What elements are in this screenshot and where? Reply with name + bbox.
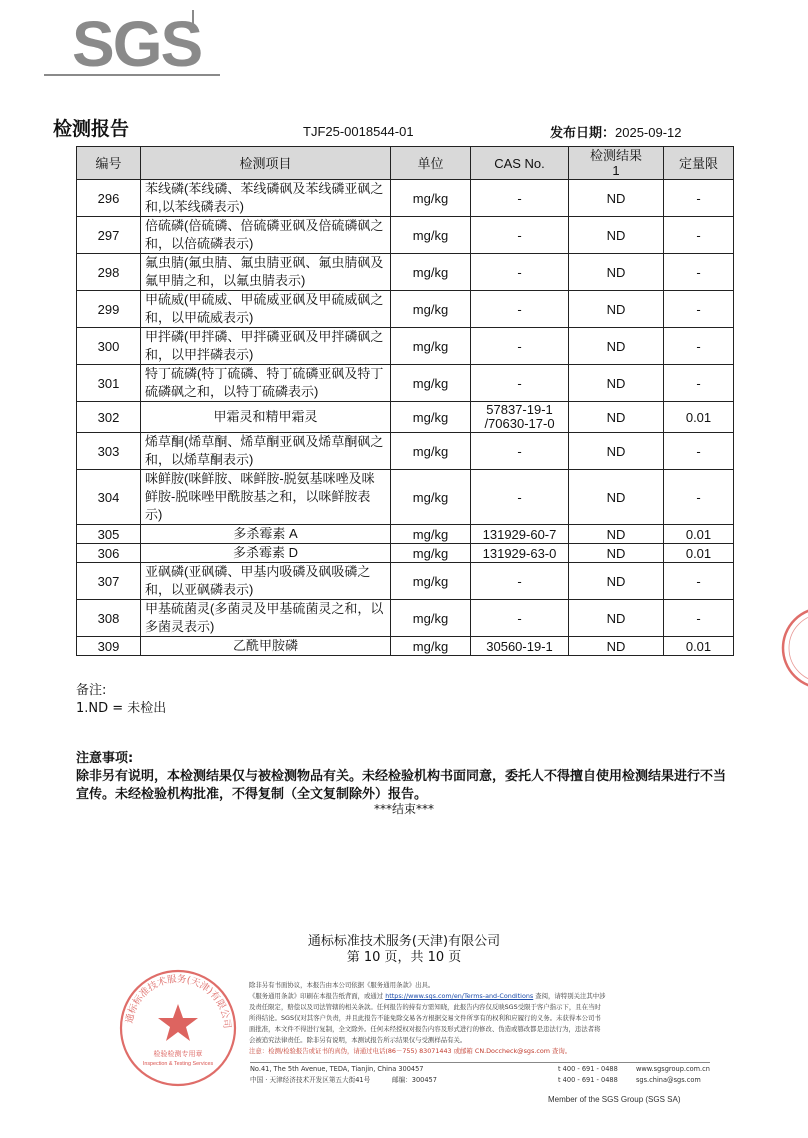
loq-cell: - — [664, 328, 734, 365]
phone-2: t 400 - 691 - 0488 — [558, 1076, 618, 1084]
result-cell: ND — [569, 180, 664, 217]
row-number-cell: 307 — [77, 563, 141, 600]
row-number-cell: 303 — [77, 433, 141, 470]
test-item-cell: 咪鲜胺(咪鲜胺、咪鲜胺-脱氨基咪唑及咪鲜胺-脱咪唑甲酰胺基之和，以咪鲜胺表示) — [141, 470, 391, 525]
result-cell: ND — [569, 291, 664, 328]
result-cell: ND — [569, 563, 664, 600]
cas-number-cell: - — [471, 180, 569, 217]
result-cell: ND — [569, 254, 664, 291]
notice-body: 除非另有说明，本检测结果仅与被检测物品有关。未经检验机构书面同意，委托人不得擅自使用检测结果进行不当宣传。未经检验机构批准，不得复制（全文复制除外）报告。 — [76, 769, 727, 802]
unit-cell: mg/kg — [391, 470, 471, 525]
result-cell: ND — [569, 600, 664, 637]
verification-notice: 注意：检测/检验报告或证书的真伪，请通过电话(86－755) 83071443 或邮箱 CN.Doccheck@sgs.com 查询。 — [249, 1047, 572, 1055]
legal-text — [249, 980, 709, 1057]
row-number-cell: 305 — [77, 525, 141, 544]
results-table — [76, 146, 734, 656]
notes — [76, 682, 166, 718]
postcode: 邮编：300457 — [392, 1076, 437, 1084]
row-number-cell: 300 — [77, 328, 141, 365]
table-row — [77, 637, 734, 656]
result-cell: ND — [569, 328, 664, 365]
page-title: 检测报告 — [53, 118, 130, 140]
page-count: 第 10 页，共 10 页 — [346, 950, 462, 965]
cas-number-cell: - — [471, 328, 569, 365]
cas-number-cell: - — [471, 563, 569, 600]
email: sgs.china@sgs.com — [636, 1076, 701, 1084]
cas-number-cell: - — [471, 365, 569, 402]
cas-number-cell: - — [471, 470, 569, 525]
cas-number-cell: - — [471, 291, 569, 328]
unit-cell: mg/kg — [391, 365, 471, 402]
column-header: 定量限 — [664, 147, 734, 180]
cas-number-cell: - — [471, 433, 569, 470]
company-name: 通标标准技术服务(天津)有限公司 — [307, 934, 501, 949]
test-item-cell: 多杀霉素 A — [141, 525, 391, 544]
phone-1: t 400 - 691 - 0488 — [558, 1065, 618, 1073]
unit-cell: mg/kg — [391, 180, 471, 217]
footer-divider — [250, 1062, 710, 1063]
row-number-cell: 308 — [77, 600, 141, 637]
result-cell: ND — [569, 217, 664, 254]
test-item-cell: 乙酰甲胺磷 — [141, 637, 391, 656]
stamp-cn: 检验检测专用章 — [153, 1050, 203, 1058]
row-number-cell: 299 — [77, 291, 141, 328]
end-mark: ***结束*** — [373, 802, 434, 816]
test-item-cell: 烯草酮(烯草酮、烯草酮亚砜及烯草酮砜之和，以烯草酮表示) — [141, 433, 391, 470]
legal-text-a: 《服务通用条款》印刷在本报告纸背面，或通过 — [249, 992, 386, 1000]
issue-date-label: 发布日期： — [550, 126, 616, 141]
test-item-cell: 亚砜磷(亚砜磷、甲基内吸磷及砜吸磷之和，以亚砜磷表示) — [141, 563, 391, 600]
row-number-cell: 296 — [77, 180, 141, 217]
loq-cell: - — [664, 470, 734, 525]
unit-cell: mg/kg — [391, 433, 471, 470]
unit-cell: mg/kg — [391, 525, 471, 544]
unit-cell: mg/kg — [391, 217, 471, 254]
official-stamp — [118, 968, 238, 1088]
loq-cell: 0.01 — [664, 525, 734, 544]
loq-cell: - — [664, 291, 734, 328]
column-header: 检测结果 1 — [569, 147, 664, 180]
row-number-cell: 309 — [77, 637, 141, 656]
notes-label: 备注: — [76, 683, 107, 698]
loq-cell: - — [664, 433, 734, 470]
row-number-cell: 297 — [77, 217, 141, 254]
cas-number-cell: - — [471, 600, 569, 637]
test-item-cell: 倍硫磷(倍硫磷、倍硫磷亚砜及倍硫磷砜之和，以倍硫磷表示) — [141, 217, 391, 254]
legal-line: 除非另有书面协议，本报告由本公司依据《服务通用条款》出具。 — [249, 981, 435, 989]
legal-text-b: 查阅，请特别关注其中涉 — [533, 992, 606, 1000]
terms-link[interactable]: https://www.sgs.com/en/Terms-and-Conditions — [385, 992, 534, 1000]
table-row — [77, 217, 734, 254]
column-header: 检测项目 — [141, 147, 391, 180]
cas-number-cell: 30560-19-1 — [471, 637, 569, 656]
unit-cell: mg/kg — [391, 637, 471, 656]
legal-line: 会被追究法律责任。除非另有说明，本测试报告所示结果仅与受测样品有关。 — [249, 1036, 467, 1044]
star-icon — [158, 1004, 198, 1041]
table-row — [77, 254, 734, 291]
legal-line: 及责任限定，赔偿以及司法管辖的相关条款。任何报告的持有方需知晓，此报告内容仅反映SGS受限于客户指示下，且在当时 — [249, 1003, 601, 1011]
table-header-row — [77, 147, 734, 180]
table-row — [77, 402, 734, 433]
cas-number-cell: 57837-19-1 /70630-17-0 — [471, 402, 569, 433]
unit-cell: mg/kg — [391, 402, 471, 433]
address-cn: 中国 · 天津经济技术开发区第五大街41号 — [250, 1076, 371, 1084]
member-line: Member of the SGS Group (SGS SA) — [548, 1095, 681, 1104]
loq-cell: 0.01 — [664, 544, 734, 563]
table-row — [77, 365, 734, 402]
table-row — [77, 544, 734, 563]
test-item-cell: 多杀霉素 D — [141, 544, 391, 563]
stamp-en: Inspection & Testing Services — [142, 1061, 214, 1067]
result-cell: ND — [569, 433, 664, 470]
loq-cell: - — [664, 600, 734, 637]
row-number-cell: 306 — [77, 544, 141, 563]
test-item-cell: 甲霜灵和精甲霜灵 — [141, 402, 391, 433]
loq-cell: - — [664, 365, 734, 402]
table-row — [77, 470, 734, 525]
loq-cell: - — [664, 254, 734, 291]
address-en: No.41, The 5th Avenue, TEDA, Tianjin, China 300457 — [250, 1065, 424, 1073]
loq-cell: - — [664, 180, 734, 217]
result-cell: ND — [569, 402, 664, 433]
result-cell: ND — [569, 525, 664, 544]
row-number-cell: 298 — [77, 254, 141, 291]
column-header: CAS No. — [471, 147, 569, 180]
test-item-cell: 苯线磷(苯线磷、苯线磷砜及苯线磷亚砜之和,以苯线磷表示) — [141, 180, 391, 217]
unit-cell: mg/kg — [391, 544, 471, 563]
unit-cell: mg/kg — [391, 254, 471, 291]
notice — [76, 750, 736, 804]
table-row — [77, 563, 734, 600]
result-cell: ND — [569, 365, 664, 402]
unit-cell: mg/kg — [391, 291, 471, 328]
row-number-cell: 302 — [77, 402, 141, 433]
partial-stamp — [768, 598, 808, 698]
unit-cell: mg/kg — [391, 600, 471, 637]
test-item-cell: 甲拌磷(甲拌磷、甲拌磷亚砜及甲拌磷砜之和，以甲拌磷表示) — [141, 328, 391, 365]
issue-date-value: 2025-09-12 — [615, 125, 682, 140]
notes-line: 1.ND = 未检出 — [76, 701, 167, 716]
logo-text: SGS — [72, 8, 202, 80]
test-item-cell: 氟虫腈(氟虫腈、氟虫腈亚砜、氟虫腈砜及氟甲腈之和，以氟虫腈表示) — [141, 254, 391, 291]
stamp-ring-text: 通标标准技术服务(天津)有限公司 — [124, 973, 233, 1029]
unit-cell: mg/kg — [391, 563, 471, 600]
table-row — [77, 328, 734, 365]
unit-cell: mg/kg — [391, 328, 471, 365]
website: www.sgsgroup.com.cn — [636, 1065, 710, 1073]
test-item-cell: 甲基硫菌灵(多菌灵及甲基硫菌灵之和，以多菌灵表示) — [141, 600, 391, 637]
table-row — [77, 180, 734, 217]
notice-title: 注意事项: — [76, 751, 134, 766]
loq-cell: 0.01 — [664, 637, 734, 656]
legal-line: 面批准，本文件不得进行复制，全文除外。任何未经授权对报告内容及形式进行的修改、伪造或篡改都是违法行为，违法者将 — [249, 1025, 601, 1033]
loq-cell: 0.01 — [664, 402, 734, 433]
table-row — [77, 600, 734, 637]
cas-number-cell: - — [471, 217, 569, 254]
legal-line: 所得结论。SGS仅对其客户负责，并且此报告不能免除交易各方根据交易文件所享有的权利和应履行的义务。未获得本公司书 — [249, 1014, 601, 1022]
issue-date — [550, 122, 682, 141]
table-row — [77, 525, 734, 544]
test-item-cell: 特丁硫磷(特丁硫磷、特丁硫磷亚砜及特丁硫磷砜之和，以特丁硫磷表示) — [141, 365, 391, 402]
legal-line — [249, 991, 709, 1002]
loq-cell: - — [664, 217, 734, 254]
result-cell: ND — [569, 470, 664, 525]
cas-number-cell: 131929-63-0 — [471, 544, 569, 563]
result-cell: ND — [569, 544, 664, 563]
column-header: 编号 — [77, 147, 141, 180]
result-cell: ND — [569, 637, 664, 656]
column-header: 单位 — [391, 147, 471, 180]
test-item-cell: 甲硫威(甲硫威、甲硫威亚砜及甲硫威砜之和，以甲硫威表示) — [141, 291, 391, 328]
report-number: TJF25-0018544-01 — [303, 124, 414, 139]
table-row — [77, 433, 734, 470]
row-number-cell: 304 — [77, 470, 141, 525]
row-number-cell: 301 — [77, 365, 141, 402]
loq-cell: - — [664, 563, 734, 600]
cas-number-cell: 131929-60-7 — [471, 525, 569, 544]
table-row — [77, 291, 734, 328]
cas-number-cell: - — [471, 254, 569, 291]
